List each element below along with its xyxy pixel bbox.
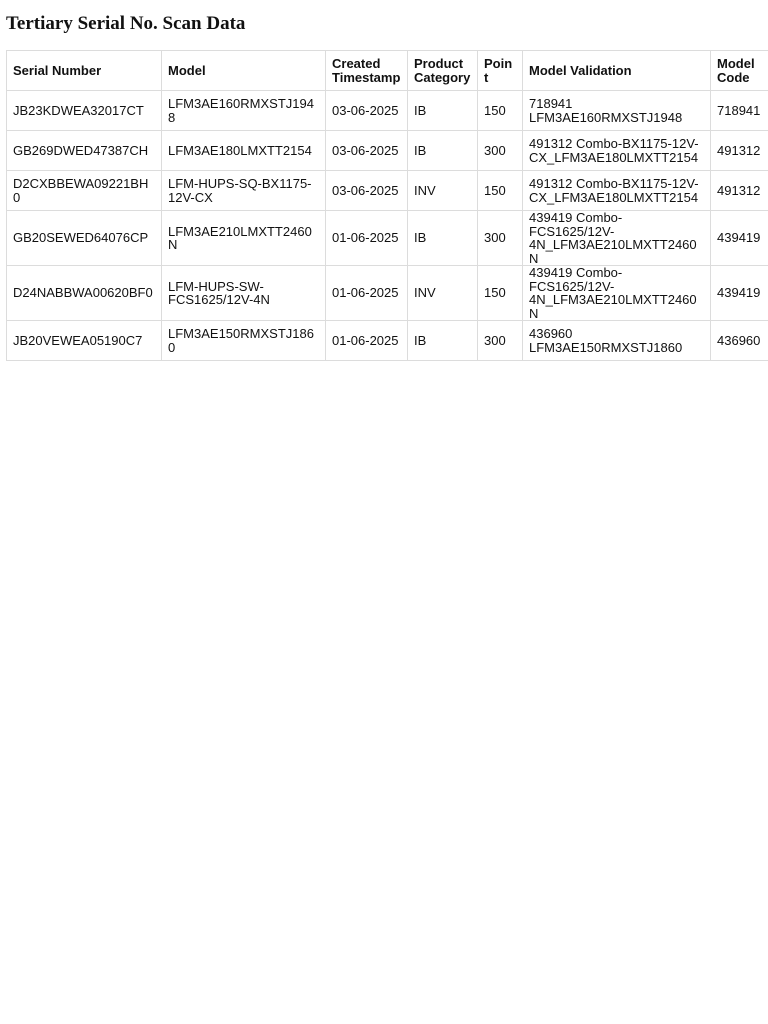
- cell-point: 300: [478, 131, 523, 171]
- cell-product-category: INV: [408, 171, 478, 211]
- cell-created-timestamp: 01-06-2025: [326, 266, 408, 321]
- cell-model-validation: 436960 LFM3AE150RMXSTJ1860: [523, 321, 711, 361]
- cell-created-timestamp: 03-06-2025: [326, 91, 408, 131]
- table-row: [7, 266, 768, 321]
- cell-model: LFM-HUPS-SQ-BX1175-12V-CX: [162, 171, 326, 211]
- cell-model-validation: 491312 Combo-BX1175-12V-CX_LFM3AE180LMXTT2154: [523, 131, 711, 171]
- cell-serial-number: JB23KDWEA32017CT: [7, 91, 162, 131]
- cell-model-code: 439419: [711, 266, 768, 321]
- header-serial-number: Serial Number: [7, 51, 162, 91]
- cell-model: LFM3AE180LMXTT2154: [162, 131, 326, 171]
- cell-model-validation: 718941 LFM3AE160RMXSTJ1948: [523, 91, 711, 131]
- cell-model-code: 491312: [711, 171, 768, 211]
- table-row: [7, 211, 768, 266]
- cell-created-timestamp: 03-06-2025: [326, 131, 408, 171]
- cell-point: 150: [478, 91, 523, 131]
- cell-model-validation: 491312 Combo-BX1175-12V-CX_LFM3AE180LMXTT2154: [523, 171, 711, 211]
- cell-point: 150: [478, 266, 523, 321]
- cell-point: 300: [478, 321, 523, 361]
- cell-product-category: IB: [408, 211, 478, 266]
- cell-serial-number: GB269DWED47387CH: [7, 131, 162, 171]
- cell-created-timestamp: 03-06-2025: [326, 171, 408, 211]
- header-point: Point: [478, 51, 523, 91]
- cell-model: LFM3AE160RMXSTJ1948: [162, 91, 326, 131]
- cell-product-category: IB: [408, 321, 478, 361]
- cell-model-validation: 439419 Combo-FCS1625/12V-4N_LFM3AE210LMXTT2460N: [523, 211, 711, 266]
- table-header-row: [7, 51, 768, 91]
- header-model: Model: [162, 51, 326, 91]
- cell-point: 150: [478, 171, 523, 211]
- cell-model-code: 436960: [711, 321, 768, 361]
- cell-model-code: 439419: [711, 211, 768, 266]
- header-created-timestamp: Created Timestamp: [326, 51, 408, 91]
- cell-product-category: IB: [408, 91, 478, 131]
- table-row: [7, 91, 768, 131]
- table-row: [7, 171, 768, 211]
- cell-model-validation: 439419 Combo-FCS1625/12V-4N_LFM3AE210LMXTT2460N: [523, 266, 711, 321]
- cell-serial-number: JB20VEWEA05190C7: [7, 321, 162, 361]
- cell-serial-number: D2CXBBEWA09221BH0: [7, 171, 162, 211]
- cell-serial-number: GB20SEWED64076CP: [7, 211, 162, 266]
- scan-data-table: [6, 50, 768, 361]
- page-title: Tertiary Serial No. Scan Data: [6, 13, 246, 34]
- cell-created-timestamp: 01-06-2025: [326, 321, 408, 361]
- header-product-category: Product Category: [408, 51, 478, 91]
- cell-model: LFM3AE210LMXTT2460N: [162, 211, 326, 266]
- cell-point: 300: [478, 211, 523, 266]
- table-row: [7, 321, 768, 361]
- cell-product-category: INV: [408, 266, 478, 321]
- table-row: [7, 131, 768, 171]
- header-model-validation: Model Validation: [523, 51, 711, 91]
- cell-serial-number: D24NABBWA00620BF0: [7, 266, 162, 321]
- cell-model-code: 491312: [711, 131, 768, 171]
- cell-model: LFM-HUPS-SW-FCS1625/12V-4N: [162, 266, 326, 321]
- cell-created-timestamp: 01-06-2025: [326, 211, 408, 266]
- cell-model-code: 718941: [711, 91, 768, 131]
- header-model-code: Model Code: [711, 51, 768, 91]
- cell-model: LFM3AE150RMXSTJ1860: [162, 321, 326, 361]
- cell-product-category: IB: [408, 131, 478, 171]
